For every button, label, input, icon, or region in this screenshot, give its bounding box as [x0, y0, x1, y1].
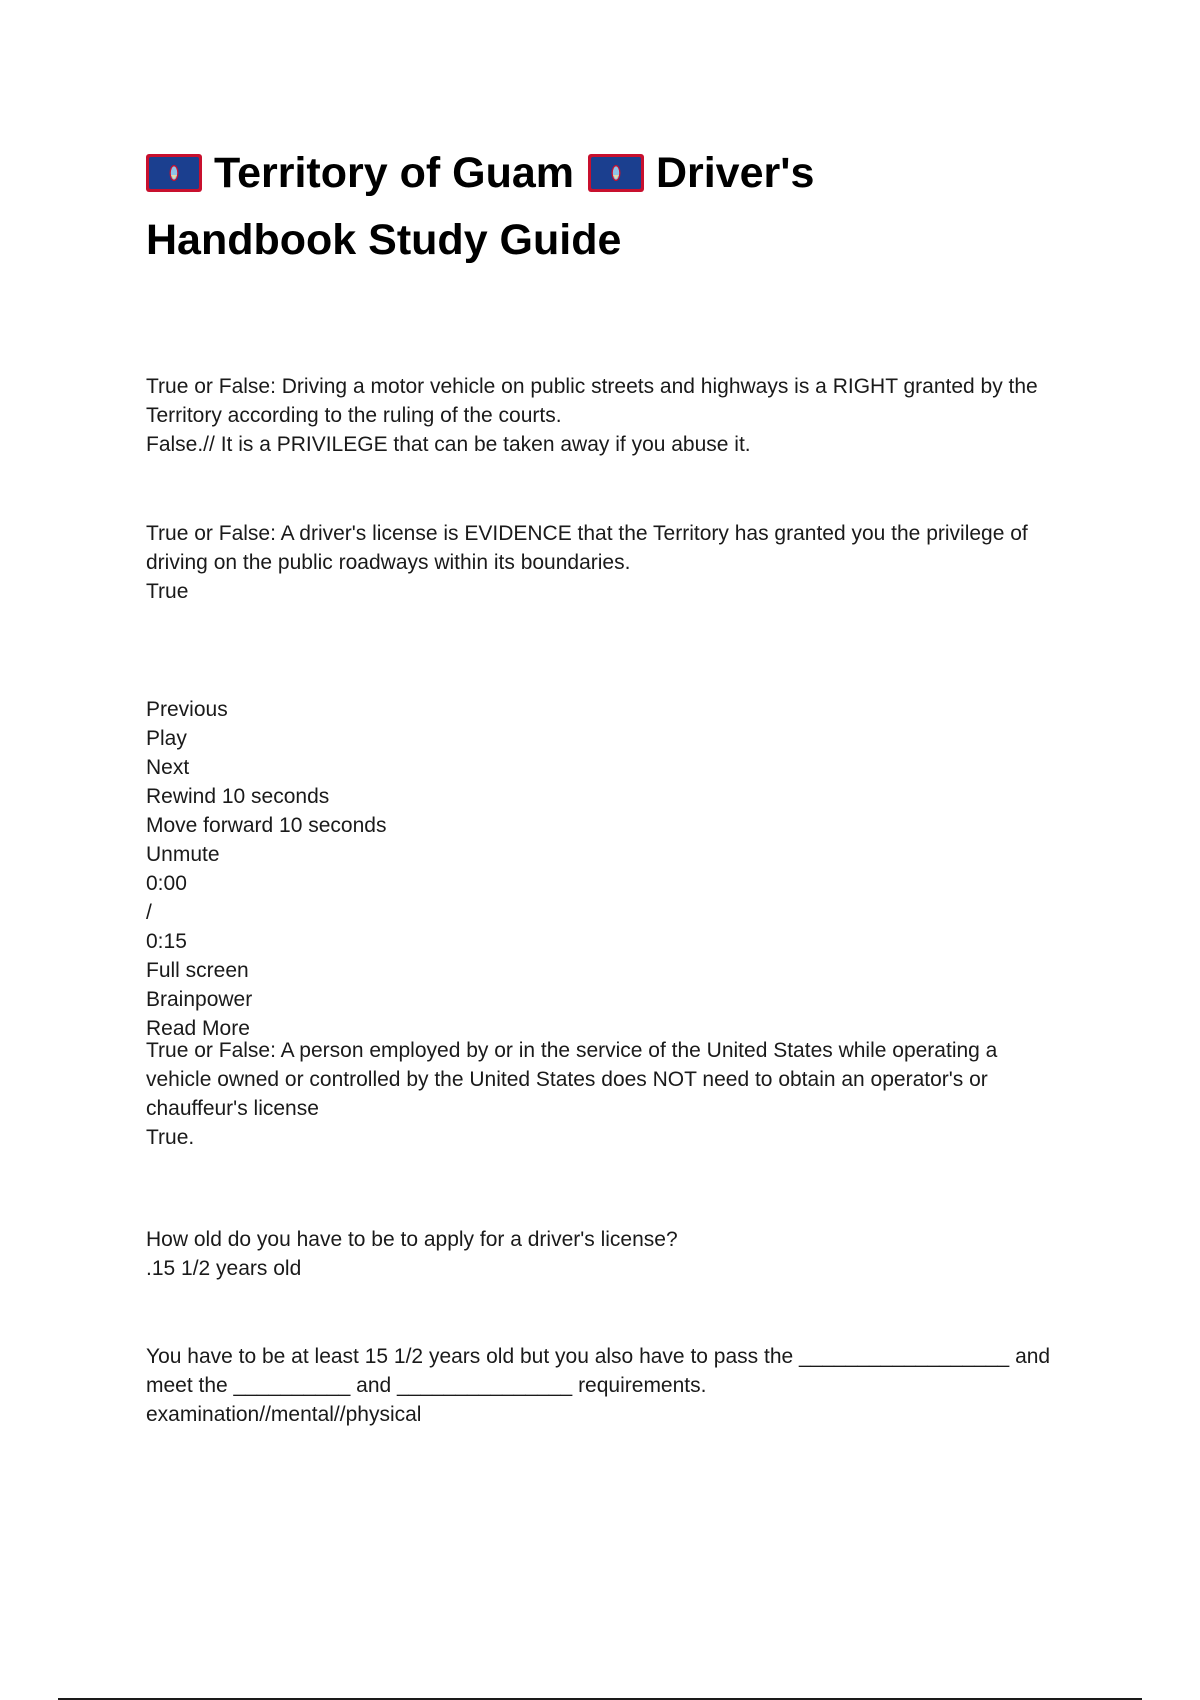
answer-text: .15 1/2 years old — [146, 1257, 302, 1280]
brand-link[interactable]: Brainpower — [146, 988, 253, 1011]
current-time: 0:00 — [146, 872, 187, 895]
play-button[interactable]: Play — [146, 727, 187, 750]
qa-item-4 — [146, 1225, 1066, 1283]
read-more-link[interactable]: Read More — [146, 1017, 250, 1040]
question-text: True or False: A person employed by or in the service of the United States while operating a vehicle owned or controlled by the United States does NOT need to obtain an operator's or chauffeur's license — [146, 1039, 998, 1120]
answer-text: True. — [146, 1126, 195, 1149]
qa-item-3 — [146, 1036, 1066, 1152]
guam-flag-icon — [588, 154, 644, 192]
qa-item-5 — [146, 1342, 1066, 1429]
forward-button[interactable]: Move forward 10 seconds — [146, 814, 387, 837]
duration: 0:15 — [146, 930, 187, 953]
title-part-1: Territory of Guam — [214, 149, 574, 197]
question-text: True or False: Driving a motor vehicle on public streets and highways is a RIGHT granted by the Territory according to the ruling of the courts. — [146, 375, 1038, 427]
document-page — [146, 140, 1066, 1426]
time-separator: / — [146, 901, 152, 924]
video-player-controls — [146, 695, 1066, 1043]
qa-item-2 — [146, 519, 1066, 606]
answer-text: examination//mental//physical — [146, 1403, 422, 1426]
rewind-button[interactable]: Rewind 10 seconds — [146, 785, 330, 808]
guam-flag-icon — [146, 154, 202, 192]
qa-item-1 — [146, 372, 1066, 459]
unmute-button[interactable]: Unmute — [146, 843, 220, 866]
question-text: How old do you have to be to apply for a driver's license? — [146, 1228, 678, 1251]
fullscreen-button[interactable]: Full screen — [146, 959, 249, 982]
previous-button[interactable]: Previous — [146, 698, 228, 721]
next-button[interactable]: Next — [146, 756, 190, 779]
title-line-2: Handbook Study Guide — [146, 216, 622, 264]
answer-text: True — [146, 580, 189, 603]
title-part-2: Driver's — [655, 149, 815, 197]
page-title — [146, 140, 1066, 274]
answer-text: False.// It is a PRIVILEGE that can be taken away if you abuse it. — [146, 433, 751, 456]
question-text: You have to be at least 15 1/2 years old but you also have to pass the __________________ and meet the __________ and _______________ requirements. — [146, 1345, 1051, 1397]
question-text: True or False: A driver's license is EVIDENCE that the Territory has granted you the privilege of driving on the public roadways within its boundaries. — [146, 522, 1028, 574]
